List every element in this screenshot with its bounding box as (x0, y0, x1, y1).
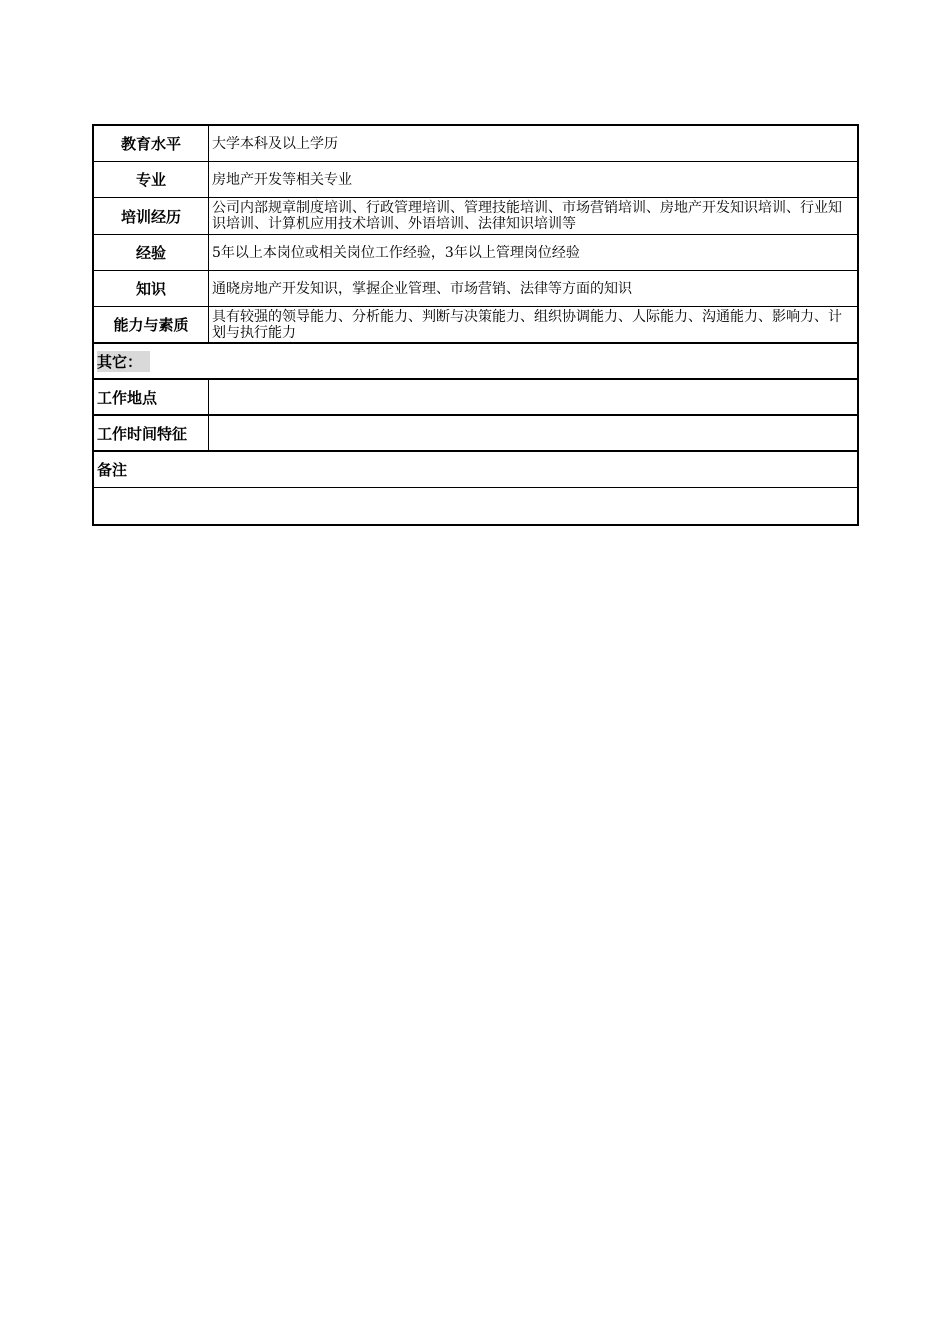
row-label: 专业 (94, 162, 209, 197)
section-title-text: 其它： (97, 351, 150, 372)
table-row-experience (94, 235, 857, 271)
row-value: 5年以上本岗位或相关岗位工作经验，3年以上管理岗位经验 (212, 244, 580, 261)
section-remarks (94, 452, 857, 488)
remarks-value (94, 488, 857, 524)
row-value: 通晓房地产开发知识，掌握企业管理、市场营销、法律等方面的知识 (212, 280, 632, 297)
section-other (94, 344, 857, 380)
job-description-table (92, 124, 859, 526)
row-value: 房地产开发等相关专业 (212, 171, 352, 188)
section-title-other (94, 344, 857, 378)
table-row-education (94, 126, 857, 162)
row-value: 公司内部规章制度培训、行政管理培训、管理技能培训、市场营销培训、房地产开发知识培训、行业知识培训、计算机应用技术培训、外语培训、法律知识培训等 (212, 200, 842, 232)
work-location-value (209, 380, 857, 414)
row-label: 工作时间特征 (94, 416, 209, 450)
table-row-work-time (94, 416, 857, 452)
row-label: 知识 (94, 271, 209, 306)
work-time-value (209, 416, 857, 450)
table-row-abilities (94, 307, 857, 344)
row-label: 经验 (94, 235, 209, 270)
table-row-knowledge (94, 271, 857, 307)
row-label: 教育水平 (94, 126, 209, 161)
row-label: 培训经历 (94, 198, 209, 234)
row-label: 能力与素质 (94, 307, 209, 342)
remarks-content-row (94, 488, 857, 524)
row-value: 大学本科及以上学历 (212, 135, 338, 152)
row-label: 工作地点 (94, 380, 209, 414)
table-row-training (94, 198, 857, 235)
row-value: 具有较强的领导能力、分析能力、判断与决策能力、组织协调能力、人际能力、沟通能力、影响力、计划与执行能力 (212, 308, 842, 341)
table-row-work-location (94, 380, 857, 416)
table-row-major (94, 162, 857, 198)
section-title-remarks: 备注 (97, 461, 128, 479)
